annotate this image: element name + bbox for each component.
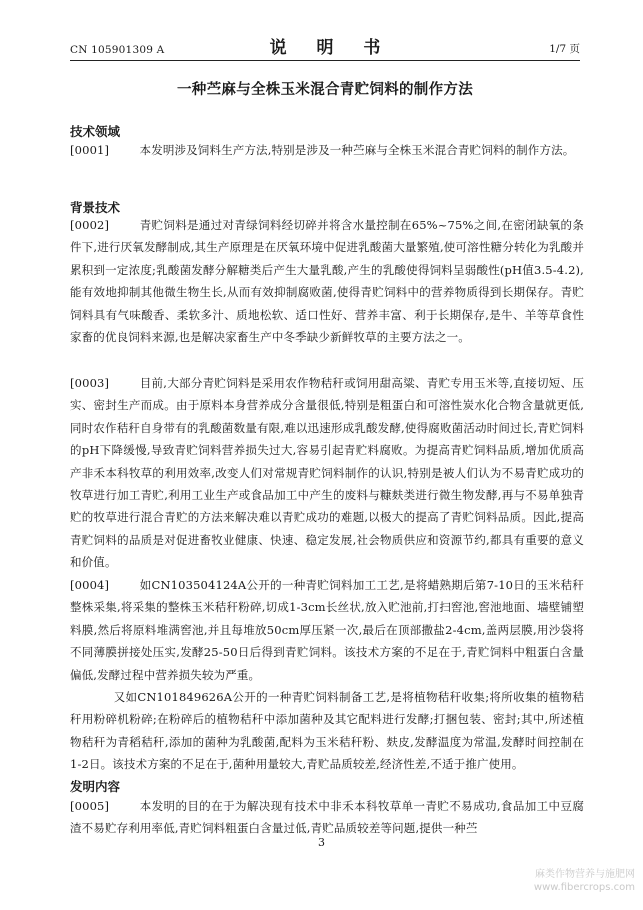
paragraph-0001	[70, 139, 584, 161]
page-header	[70, 38, 580, 60]
paragraph-text: 本发明的目的在于为解决现有技术中非禾本科牧草单一青贮不易成功,食品加工中豆腐渣不易贮存利用率低,青贮饲料粗蛋白含量过低,青贮品质较差等问题,提供一种苎	[70, 799, 584, 836]
paragraph-0002	[70, 214, 584, 348]
header-divider	[70, 60, 580, 61]
paragraph-number: [ 0004 ]	[70, 578, 109, 592]
paragraph-0003	[70, 372, 584, 574]
section-heading-background: 背景技术	[70, 200, 121, 215]
paragraph-text: 又如CN101849626A公开的一种青贮饲料制备工艺,是将植物秸秆收集;将所收集的植物秸秆用粉碎机粉碎;在粉碎后的植物秸秆中添加菌种及其它配料进行发酵;打捆包装、密封;其中,所述植物秸秆为青稻秸秆,添加的菌种为乳酸菌,配料为玉米秸秆粉、麸皮,发酵温度为常温,发酵时间控制在1-2日。该技术方案的不足在于,菌种用量较大,青贮品质较差,经济性差,不适于推广使用。	[70, 690, 584, 772]
site-watermark	[534, 868, 635, 894]
section-heading-invention: 发明内容	[70, 779, 121, 794]
section-heading-tech-field: 技术领域	[70, 124, 121, 139]
watermark-url: www.fibercrops.com	[533, 882, 635, 893]
paragraph-number: [ 0003 ]	[70, 376, 109, 390]
paragraph-text: 如CN103504124A公开的一种青贮饲料加工工艺,是将蜡熟期后第7-10日的玉米秸秆整株采集,将采集的整株玉米秸秆粉碎,切成1-3cm长丝状,放入贮池前,打扫窖池,窖池地面、墙壁铺塑料膜,然后将原料堆满窖池,并且每堆放50cm厚压紧一次,最后在顶部撒盐2-4cm,盖两层膜,用沙袋将不同薄膜拼接处压实,发酵25-50日后得到青贮饲料。该技术方案的不足在于,青贮饲料中粗蛋白含量偏低,发酵过程中营养损失较为严重。	[70, 578, 584, 682]
document-type-heading: 说 明 书	[269, 38, 393, 58]
paragraph-unnumbered	[70, 686, 584, 776]
document-title: 一种苎麻与全株玉米混合青贮饲料的制作方法	[177, 81, 473, 98]
watermark-site-name: 麻类作物营养与施肥网	[535, 869, 635, 880]
page-number: 3	[318, 836, 325, 849]
paragraph-text: 目前,大部分青贮饲料是采用农作物秸秆或饲用甜高粱、青贮专用玉米等,直接切短、压实、密封生产而成。由于原料本身营养成分含量很低,特别是粗蛋白和可溶性炭水化合物含量就更低,同时农作秸秆自身带有的乳酸菌数量有限,难以迅速形成乳酸发酵,使得腐败菌活动时间过长,青贮饲料的pH下降缓慢,导致青贮饲料营养损失过大,容易引起青贮料腐败。为提高青贮饲料品质,增加优质高产非禾本科牧草的利用效率,改变人们对常规青贮饲料制作的认识,特别是被人们认为不易青贮成功的牧草进行加工青贮,利用工业生产或食品加工中产生的废料与糠麸类进行微生物发酵,再与不易单独青贮的牧草进行混合青贮的方法来解决难以青贮成功的难题,以极大的提高了青贮饲料品质。因此,提高青贮饲料的品质是对促进畜牧业健康、快速、稳定发展,社会物质供应和资源节约,都具有重要的意义和价值。	[70, 376, 584, 570]
page-indicator: 1/7 页	[549, 43, 580, 55]
paragraph-0005	[70, 795, 584, 840]
patent-number: CN 105901309 A	[70, 44, 165, 56]
paragraph-0004	[70, 574, 584, 686]
paragraph-number: [ 0002 ]	[70, 218, 109, 232]
paragraph-text: 青贮饲料是通过对青绿饲料经切碎并将含水量控制在65%~75%之间,在密闭缺氧的条件下,进行厌氧发酵制成,其生产原理是在厌氧环境中促进乳酸菌大量繁殖,使可溶性糖分转化为乳酸并累积到一定浓度;乳酸菌发酵分解糖类后产生大量乳酸,产生的乳酸使得饲料呈弱酸性(pH值3.5-4.2),能有效地抑制其他微生物生长,从而有效抑制腐败菌,使得青贮饲料中的营养物质得到长期保存。青贮饲料具有气味酸香、柔软多汁、质地松软、适口性好、营养丰富、利于长期保存,是牛、羊等草食性家畜的优良饲料来源,也是解决家畜生产中冬季缺少新鲜牧草的主要方法之一。	[70, 218, 584, 345]
paragraph-text: 本发明涉及饲料生产方法,特别是涉及一种苎麻与全株玉米混合青贮饲料的制作方法。	[139, 143, 575, 157]
paragraph-number: [ 0005 ]	[70, 799, 109, 813]
paragraph-number: [ 0001 ]	[70, 143, 109, 157]
